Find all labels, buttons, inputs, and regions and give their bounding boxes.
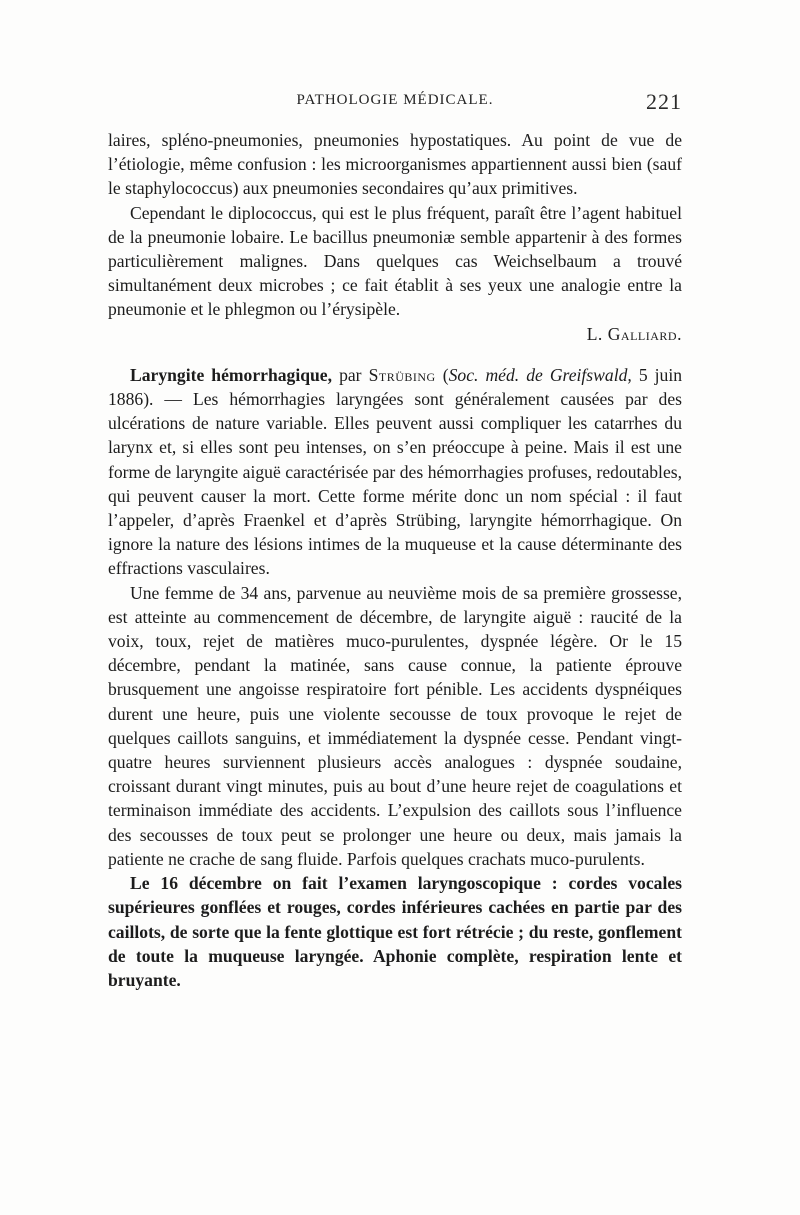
- review-signature: L. Galliard.: [586, 323, 682, 344]
- review-source: Soc. méd. de Greifswald,: [448, 364, 632, 385]
- page-number: 221: [646, 89, 682, 114]
- paragraph-case: Une femme de 34 ans, parvenue au neuvième mois de sa première grossesse, est atteinte au commencement de décembre, de laryngite aiguë : raucité de la voix, toux, rejet de matières muco-purulentes, dyspnée légère. Or le 15 décembre, pendant la matinée, sans cause connue, la patiente éprouve brusquement une angoisse respiratoire fort pénible. Les accidents dyspnéiques durent une heure, puis une violente secousse de toux provoque le rejet de quelques caillots sanguins, et immédiatement la dyspnée cesse. Pendant vingt-quatre heures surviennent plusieurs accès analogues : dyspnée soudaine, croissant durant vingt minutes, puis au bout d’une heure rejet de coagulations et terminaison immédiate des accidents. L’expulsion des caillots sous l’influence des secousses de toux peut se prolonger une heure ou deux, mais jamais la patiente ne crache de sang fluide. Parfois quelques crachats muco-purulents.: [108, 582, 682, 869]
- body-text: [108, 128, 682, 992]
- paragraph-continued: laires, spléno-pneumonies, pneumonies hypostatiques. Au point de vue de l’étiologie, même confusion : les microorganismes appartiennent aussi bien (sauf le staphylococcus) aux pneumonies secondaires qu’aux primitives.: [108, 130, 682, 199]
- running-head: [108, 89, 682, 120]
- review-title: Laryngite hémorrhagique,: [130, 364, 333, 385]
- review-source-date: 5 juin 1886).: [108, 364, 683, 410]
- running-title: PATHOLOGIE MÉDICALE.: [296, 92, 494, 108]
- review-author: Strübing: [368, 364, 436, 385]
- source-open: (: [435, 364, 449, 385]
- review-intro-text: — Les hémorrhagies laryngées sont généralement causées par des ulcérations de nature variable. Elles peuvent aussi compliquer les catarrhes du larynx et, si elles sont peu intenses, on s’en préoccupe à peine. Mais il est une forme de laryngite aiguë caractérisée par des hémorrhagies profuses, redoutables, qui peuvent causer la mort. Cette forme mérite donc un nom spécial : il faut l’appeler, d’après Fraenkel et d’après Strübing, laryngite hémorrhagique. On ignore la nature des lésions intimes de la muqueuse et la cause déterminante des effractions vasculaires.: [108, 389, 682, 579]
- review-by: par: [332, 364, 369, 385]
- paragraph-exam: Le 16 décembre on fait l’examen laryngoscopique : cordes vocales supérieures gonflées et rouges, cordes inférieures cachées en partie par des caillots, de sorte que la fente glottique est fort rétrécie ; du reste, gonflement de toute la muqueuse laryngée. Aphonie complète, respiration lente et bruyante.: [108, 873, 682, 990]
- review-laryngite: [108, 363, 682, 581]
- paragraph-diplococcus: Cependant le diplococcus, qui est le plus fréquent, paraît être l’agent habituel de la pneumonie lobaire. Le bacillus pneumoniæ semble appartenir à des formes particulièrement malignes. Dans quelques cas Weichselbaum a trouvé simultanément deux microbes ; ce fait établit à ses yeux une analogie entre la pneumonie et le phlegmon ou l’érysipèle.: [108, 202, 682, 320]
